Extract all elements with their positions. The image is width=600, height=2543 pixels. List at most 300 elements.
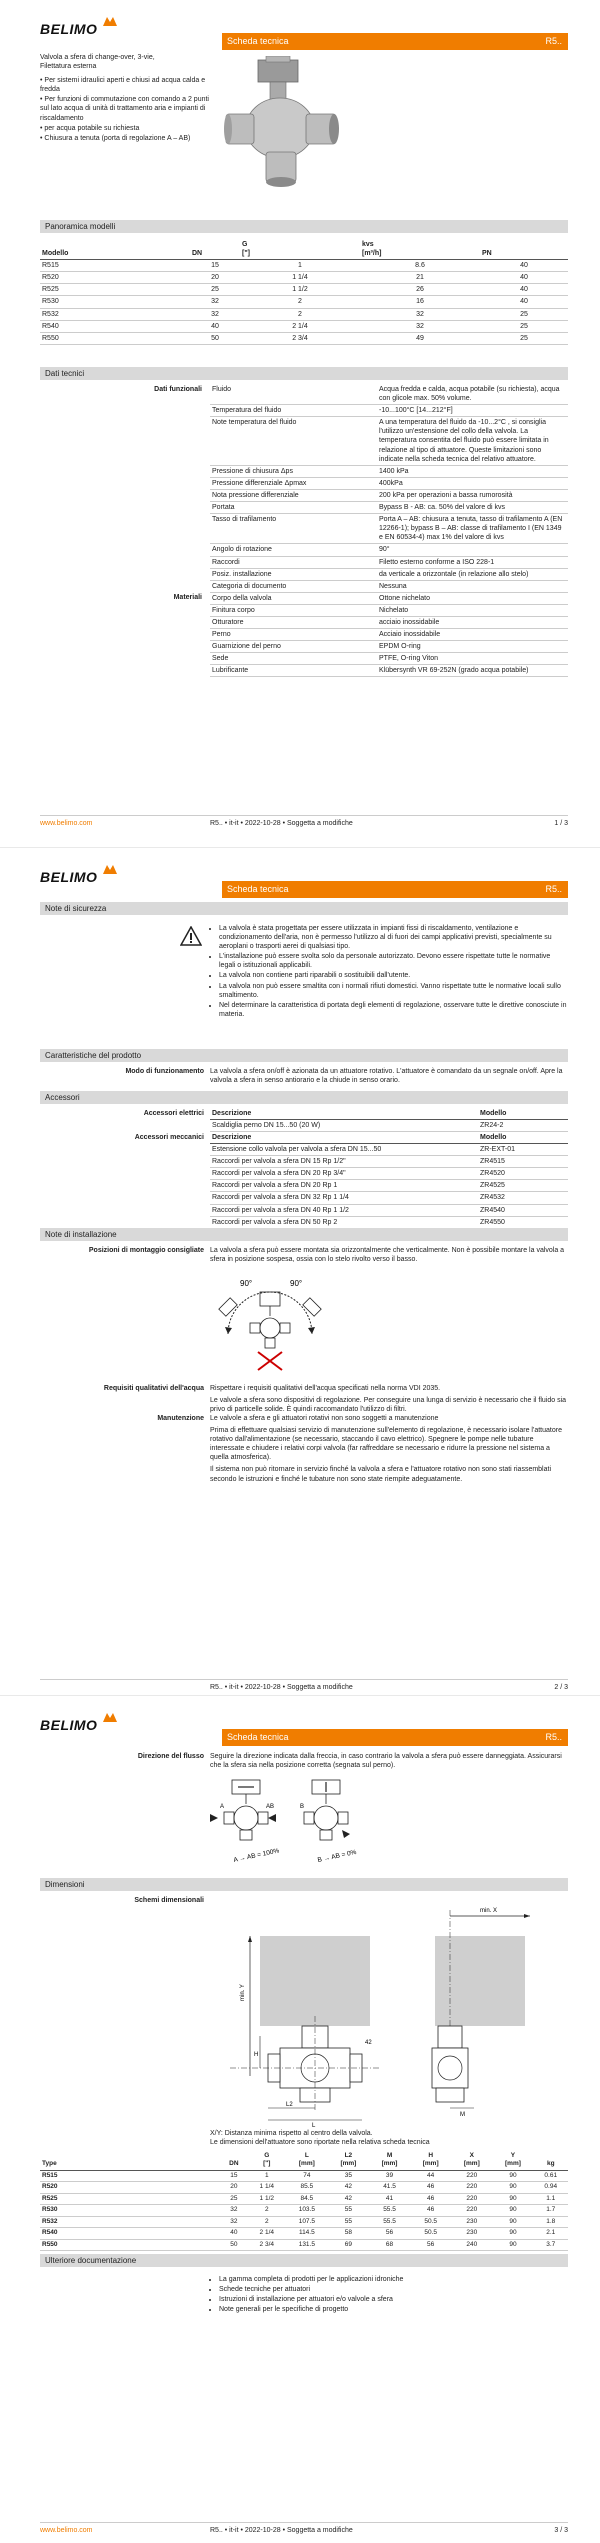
port-ab-label: AB <box>266 1804 275 1810</box>
dimension-cell: 131.5 <box>286 2239 328 2250</box>
mode-label: Modo di funzionamento <box>125 1068 204 1075</box>
tech-row <box>40 465 568 477</box>
dimension-cell: 220 <box>451 2205 492 2216</box>
intro-bullet: • Chiusura a tenuta (porta di regolazione A – AB) <box>40 134 191 142</box>
tech-label: Nota pressione differenziale <box>210 489 377 501</box>
doc-model: R5.. <box>545 36 562 46</box>
doc-model: R5.. <box>545 1732 562 1742</box>
dimension-cell: 90 <box>492 2193 533 2204</box>
flow-caption-1: A → AB = 100% <box>232 1847 280 1864</box>
tech-value: 90° <box>377 544 568 556</box>
electric-accessories-table <box>210 1108 568 1132</box>
doc-item: • La gamma completa di prodotti per le applicazioni idroniche <box>219 2275 568 2284</box>
dimension-cell: 84.5 <box>286 2193 328 2204</box>
dimension-cell: 40 <box>220 2228 248 2239</box>
overview-cell: 25 <box>480 308 568 320</box>
overview-table <box>40 239 568 345</box>
overview-row <box>40 296 568 308</box>
tech-label: Note temperatura del fluido <box>210 417 377 465</box>
accessory-model: ZR4515 <box>478 1156 568 1168</box>
page-3 <box>0 1696 600 2543</box>
th-dn: DN <box>190 239 240 260</box>
intro-bullet: • Per sistemi idraulici aperti e chiusi ad acqua calda e fredda <box>40 77 206 94</box>
safety-item: • La valvola non contiene parti riparabili o sostituibili dall'utente. <box>219 971 568 980</box>
dim-miny-label: min. Y <box>240 1984 246 2001</box>
overview-cell: R515 <box>40 260 190 272</box>
overview-cell: 40 <box>480 272 568 284</box>
page-number: 2 / 3 <box>554 1684 568 1691</box>
dim-l-label: L <box>312 2123 316 2128</box>
tech-row <box>40 641 568 653</box>
tech-label: Posiz. installazione <box>210 568 377 580</box>
tech-label: Tasso di trafilamento <box>210 514 377 544</box>
tech-group-label <box>40 465 210 477</box>
footer <box>40 815 568 827</box>
tech-value: EPDM O-ring <box>377 641 568 653</box>
tech-row <box>40 489 568 501</box>
docs-list <box>210 2275 568 2315</box>
th-desc: Descrizione <box>210 1132 478 1144</box>
belimo-logo: BELIMO <box>40 1717 98 1733</box>
tech-label: Corpo della valvola <box>210 592 377 604</box>
accessory-row <box>210 1204 568 1216</box>
section-tech: Dati tecnici <box>40 367 568 380</box>
accessory-desc: Raccordi per valvola a sfera DN 15 Rp 1/2" <box>210 1156 478 1168</box>
tech-group-label <box>40 665 210 677</box>
tech-label: Fluido <box>210 384 377 405</box>
tech-row <box>40 629 568 641</box>
dimension-cell: 85.5 <box>286 2182 328 2193</box>
dimension-cell: R520 <box>40 2182 220 2193</box>
tech-label: Otturatore <box>210 616 377 628</box>
dimension-cell: 15 <box>220 2170 248 2181</box>
belimo-logo: BELIMO <box>40 869 98 885</box>
overview-cell: 40 <box>480 260 568 272</box>
dimension-cell: 2 3/4 <box>248 2239 286 2250</box>
dimension-row <box>40 2193 568 2204</box>
dimension-row <box>40 2239 568 2250</box>
overview-row <box>40 308 568 320</box>
flow-label: Direzione del flusso <box>137 1753 204 1760</box>
dimension-cell: 220 <box>451 2170 492 2181</box>
accessory-desc: Raccordi per valvola a sfera DN 32 Rp 1 1/4 <box>210 1192 478 1204</box>
dimension-cell: R532 <box>40 2216 220 2227</box>
flow-direction-diagram <box>210 1778 430 1868</box>
th-x: X [mm] <box>451 2151 492 2170</box>
tech-value: Nichelato <box>377 604 568 616</box>
dimension-cell: 46 <box>410 2193 451 2204</box>
overview-cell: R540 <box>40 320 190 332</box>
dimension-cell: 56 <box>369 2228 410 2239</box>
logo-mark-icon <box>103 17 117 26</box>
dimension-cell: 46 <box>410 2182 451 2193</box>
page-number: 3 / 3 <box>554 2527 568 2534</box>
electric-accessories-label: Accessori elettrici <box>143 1110 204 1117</box>
overview-cell: 50 <box>190 332 240 344</box>
intro-line-2: Filettatura esterna <box>40 63 97 71</box>
dimension-cell: R525 <box>40 2193 220 2204</box>
tech-group-label: Materiali <box>173 594 202 602</box>
dimension-cell: 39 <box>369 2170 410 2181</box>
tech-group-label <box>40 641 210 653</box>
accessory-desc: Raccordi per valvola a sfera DN 40 Rp 1 1/2 <box>210 1204 478 1216</box>
tech-group-label <box>40 514 210 544</box>
dim-42-label: 42 <box>365 2040 372 2046</box>
overview-cell: 40 <box>480 296 568 308</box>
footer-info: R5.. • it-it • 2022-10-28 • Soggetta a modifiche <box>210 2527 353 2534</box>
th-model: Modello <box>40 239 190 260</box>
overview-cell: 15 <box>190 260 240 272</box>
dimension-cell: 2.1 <box>534 2228 568 2239</box>
dimension-cell: 90 <box>492 2228 533 2239</box>
dim-m-label: M <box>460 2112 465 2118</box>
tech-value: Acciaio inossidabile <box>377 629 568 641</box>
dimension-row <box>40 2228 568 2239</box>
overview-cell: R520 <box>40 272 190 284</box>
overview-cell: 49 <box>360 332 480 344</box>
overview-cell: 40 <box>480 284 568 296</box>
accessory-row <box>210 1144 568 1156</box>
dimension-cell: 56 <box>410 2239 451 2250</box>
th-pn: PN <box>480 239 568 260</box>
dim-h-label: H <box>254 2052 259 2058</box>
tech-label: Guarnizione del perno <box>210 641 377 653</box>
dimension-row <box>40 2205 568 2216</box>
overview-row <box>40 260 568 272</box>
overview-cell: 16 <box>360 296 480 308</box>
tech-value: Bypass B - AB: ca. 50% del valore di kvs <box>377 502 568 514</box>
section-safety: Note di sicurezza <box>40 902 568 915</box>
dimension-cell: 230 <box>451 2228 492 2239</box>
tech-row <box>40 616 568 628</box>
overview-cell: 8.6 <box>360 260 480 272</box>
th-g: G ["] <box>240 239 360 260</box>
accessory-row <box>210 1168 568 1180</box>
footer <box>40 2522 568 2534</box>
accessory-row <box>210 1192 568 1204</box>
accessory-desc: Raccordi per valvola a sfera DN 50 Rp 2 <box>210 1216 478 1228</box>
dimension-cell: 41.5 <box>369 2182 410 2193</box>
dim-diagram-label: Schemi dimensionali <box>134 1897 204 1904</box>
mount-label: Posizioni di montaggio consigliate <box>88 1247 204 1254</box>
tech-row <box>40 580 568 592</box>
dimension-cell: 50 <box>220 2239 248 2250</box>
angle-label-left: 90° <box>240 1279 253 1288</box>
tech-group-label <box>40 544 210 556</box>
overview-cell: 20 <box>190 272 240 284</box>
dimension-cell: 114.5 <box>286 2228 328 2239</box>
dim-l2-label: L2 <box>286 2102 293 2108</box>
tech-group-label <box>40 477 210 489</box>
th-dn: DN <box>220 2151 248 2170</box>
tech-value: acciaio inossidabile <box>377 616 568 628</box>
accessory-model: ZR4525 <box>478 1180 568 1192</box>
accessory-desc: Raccordi per valvola a sfera DN 20 Rp 3/4" <box>210 1168 478 1180</box>
maintenance-text: Le valvole a sfera e gli attuatori rotativi non sono soggetti a manutenzione Prima di effettuare qualsiasi servizio di manutenzione sull'elemento di regolazione, è necessario isolare l'attuatore rotativo dall'alimentazione (se necessario, staccando il cavo elettrico). Spegnere le pompe nelle tubature interessate e chiudere i relativi corpi valvola (far raffreddare se necessario e ridurre la pressione nel sistema a quella atmosferica). Il sistema non può ritornare in servizio finché la valvola a sfera e l'attuatore rotativo non sono stati riassemblati secondo le istruzioni e finché le tubature non sono state riempite adeguatamente. <box>210 1415 562 1483</box>
tech-value: Porta A – AB: chiusura a tenuta, tasso di trafilamento A (EN 12266-1); bypass B – AB: classe di trafilamento I (EN 1349 e EN 60534-4) max 1% del valore di kvs <box>377 514 568 544</box>
dimension-cell: 2 1/4 <box>248 2228 286 2239</box>
tech-group-label <box>40 580 210 592</box>
dimension-cell: 90 <box>492 2182 533 2193</box>
section-docs: Ulteriore documentazione <box>40 2254 568 2267</box>
overview-cell: 2 <box>240 308 360 320</box>
overview-cell: 2 1/4 <box>240 320 360 332</box>
footer-url[interactable]: www.belimo.com <box>40 820 93 827</box>
valve-product-image <box>222 56 342 191</box>
tech-body <box>40 384 568 677</box>
th-h: H [mm] <box>410 2151 451 2170</box>
tech-row <box>40 477 568 489</box>
angle-label-right: 90° <box>290 1279 303 1288</box>
tech-label: Raccordi <box>210 556 377 568</box>
th-model: Modello <box>478 1108 568 1120</box>
overview-cell: R530 <box>40 296 190 308</box>
dimension-cell: 220 <box>451 2193 492 2204</box>
port-b-label: B <box>300 1804 305 1810</box>
tech-row <box>40 384 568 405</box>
tech-row <box>40 514 568 544</box>
doc-item: • Istruzioni di installazione per attuatori e/o valvole a sfera <box>219 2295 568 2304</box>
accessory-model: ZR4520 <box>478 1168 568 1180</box>
mounting-diagram <box>210 1272 330 1372</box>
th-model: Modello <box>478 1132 568 1144</box>
overview-cell: 25 <box>480 332 568 344</box>
dimension-cell: 32 <box>220 2205 248 2216</box>
section-product: Caratteristiche del prodotto <box>40 1049 568 1062</box>
belimo-logo: BELIMO <box>40 21 98 37</box>
accessory-row <box>210 1120 568 1132</box>
overview-cell: 2 3/4 <box>240 332 360 344</box>
title-bar <box>222 1729 568 1746</box>
tech-group-label <box>40 568 210 580</box>
footer-url[interactable]: www.belimo.com <box>40 2527 93 2534</box>
overview-cell: 1 1/2 <box>240 284 360 296</box>
tech-group-label <box>40 616 210 628</box>
footer-info: R5.. • it-it • 2022-10-28 • Soggetta a modifiche <box>210 820 353 827</box>
dimension-cell: 32 <box>220 2216 248 2227</box>
dimension-cell: 25 <box>220 2193 248 2204</box>
flow-text: Seguire la direzione indicata dalla freccia, in caso contrario la valvola a sfera può essere danneggiata. Assicurarsi che la sfera sia nella posizione corretta (segnata sul perno). <box>210 1753 562 1770</box>
accessory-model: ZR-EXT-01 <box>478 1144 568 1156</box>
dimension-cell: 240 <box>451 2239 492 2250</box>
logo-mark-icon <box>103 865 117 874</box>
intro-line-1: Valvola a sfera di change-over, 3-vie, <box>40 54 155 61</box>
tech-label: Finitura corpo <box>210 604 377 616</box>
doc-model: R5.. <box>545 884 562 894</box>
intro-bullet: • Per funzioni di commutazione con comando a 2 punti sul lato acqua di unità di trattamento aria e impianti di riscaldamento <box>40 96 209 122</box>
overview-cell: R525 <box>40 284 190 296</box>
dim-notes: X/Y: Distanza minima rispetto al centro della valvola. Le dimensioni dell'attuatore sono riportate nella relativa scheda tecnica <box>210 2130 430 2147</box>
page-1 <box>0 0 600 847</box>
tech-value: da verticale a orizzontale (in relazione allo stelo) <box>377 568 568 580</box>
th-kg: kg <box>534 2151 568 2170</box>
section-accessories: Accessori <box>40 1091 568 1104</box>
accessory-row <box>210 1156 568 1168</box>
mechanic-accessories-label: Accessori meccanici <box>134 1134 204 1141</box>
dimension-row <box>40 2216 568 2227</box>
overview-cell: 21 <box>360 272 480 284</box>
mount-text: La valvola a sfera può essere montata sia orizzontalmente che verticalmente. Non è possibile montare la valvola a sfera in posizione sospesa, ossia con lo stelo rivolto verso il basso. <box>210 1247 565 1264</box>
tech-value: PTFE, O-ring Viton <box>377 653 568 665</box>
overview-cell: R550 <box>40 332 190 344</box>
overview-row <box>40 332 568 344</box>
tech-label: Lubrificante <box>210 665 377 677</box>
dimension-cell: 90 <box>492 2239 533 2250</box>
overview-cell: 25 <box>190 284 240 296</box>
dim-minx-label: min. X <box>480 1908 498 1914</box>
dimension-cell: 1 1/2 <box>248 2193 286 2204</box>
dimension-cell: 35 <box>328 2170 369 2181</box>
dimension-cell: 1.8 <box>534 2216 568 2227</box>
tech-value: Klübersynth VR 69-252N (grado acqua potabile) <box>377 665 568 677</box>
dimension-cell: 74 <box>286 2170 328 2181</box>
dimension-cell: 69 <box>328 2239 369 2250</box>
overview-cell: 32 <box>190 296 240 308</box>
tech-value: Ottone nichelato <box>377 592 568 604</box>
tech-value: 1400 kPa <box>377 465 568 477</box>
dimension-cell: 42 <box>328 2182 369 2193</box>
dimension-cell: 230 <box>451 2216 492 2227</box>
logo-mark-icon <box>103 1713 117 1722</box>
tech-row <box>40 544 568 556</box>
water-label: Requisiti qualitativi dell'acqua <box>103 1385 204 1392</box>
dimension-cell: 107.5 <box>286 2216 328 2227</box>
tech-value: Filetto esterno conforme a ISO 228-1 <box>377 556 568 568</box>
accessory-desc: Raccordi per valvola a sfera DN 20 Rp 1 <box>210 1180 478 1192</box>
overview-row <box>40 284 568 296</box>
tech-group-label <box>40 417 210 465</box>
tech-label: Temperatura del fluido <box>210 405 377 417</box>
section-overview: Panoramica modelli <box>40 220 568 233</box>
dimension-row <box>40 2182 568 2193</box>
dimension-cell: 1.1 <box>534 2193 568 2204</box>
th-l: L [mm] <box>286 2151 328 2170</box>
tech-group-label <box>40 489 210 501</box>
overview-row <box>40 320 568 332</box>
dimension-cell: 1 1/4 <box>248 2182 286 2193</box>
tech-value: -10...100°C [14...212°F] <box>377 405 568 417</box>
safety-item: • La valvola è stata progettata per essere utilizzata in impianti fissi di riscaldamento, ventilazione e condizionamento dell'aria, non è permesso l'utilizzo al di fuori dei campi applicativi previsti, specialmente su aeroplani o trasporti aerei di qualsiasi tipo. <box>219 924 568 951</box>
mechanic-body <box>210 1144 568 1229</box>
tech-value: Nessuna <box>377 580 568 592</box>
overview-cell: 2 <box>240 296 360 308</box>
accessory-row <box>210 1180 568 1192</box>
tech-label: Pressione di chiusura Δps <box>210 465 377 477</box>
tech-group-label: Dati funzionali <box>154 386 202 393</box>
overview-body <box>40 260 568 345</box>
tech-value: Acqua fredda e calda, acqua potabile (su richiesta), acqua con glicole max. 50% volume. <box>377 384 568 405</box>
overview-cell: 25 <box>480 320 568 332</box>
safety-item: • L'installazione può essere svolta solo da personale autorizzato. Devono essere rispettate tutte le normative legali o istituzionali applicabili. <box>219 952 568 970</box>
overview-cell: 1 <box>240 260 360 272</box>
dimension-cell: 50.5 <box>410 2216 451 2227</box>
flow-caption-2: B → AB = 0% <box>316 1848 358 1864</box>
dimension-cell: 46 <box>410 2205 451 2216</box>
accessory-model: ZR4532 <box>478 1192 568 1204</box>
maintenance-label: Manutenzione <box>157 1415 204 1422</box>
tech-row <box>40 502 568 514</box>
overview-cell: 32 <box>190 308 240 320</box>
port-a-label: A <box>220 1804 225 1810</box>
page-number: 1 / 3 <box>554 820 568 827</box>
accessory-model: ZR4550 <box>478 1216 568 1228</box>
dimension-cell: 20 <box>220 2182 248 2193</box>
dimension-cell: 103.5 <box>286 2205 328 2216</box>
accessory-desc: Estensione collo valvola per valvola a sfera DN 15...50 <box>210 1144 478 1156</box>
dimension-cell: 44 <box>410 2170 451 2181</box>
dimension-body <box>40 2170 568 2250</box>
tech-label: Pressione differenziale Δpmax <box>210 477 377 489</box>
tech-value: 200 kPa per operazioni a bassa rumorosità <box>377 489 568 501</box>
overview-cell: R532 <box>40 308 190 320</box>
doc-title: Scheda tecnica <box>227 36 289 46</box>
dimension-cell: R515 <box>40 2170 220 2181</box>
tech-row <box>40 665 568 677</box>
th-desc: Descrizione <box>210 1108 478 1120</box>
dimension-cell: 2 <box>248 2216 286 2227</box>
dimension-cell: R530 <box>40 2205 220 2216</box>
tech-group-label <box>40 629 210 641</box>
tech-value: 400kPa <box>377 477 568 489</box>
doc-title: Scheda tecnica <box>227 884 289 894</box>
accessory-desc: Scaldiglia perno DN 15...50 (20 W) <box>210 1120 478 1132</box>
section-install: Note di installazione <box>40 1228 568 1241</box>
dimension-table <box>40 2151 568 2251</box>
footer <box>40 1679 568 1691</box>
overview-cell: 32 <box>360 320 480 332</box>
intro-bullet: • per acqua potabile su richiesta <box>40 124 140 132</box>
overview-row <box>40 272 568 284</box>
overview-cell: 40 <box>190 320 240 332</box>
title-bar <box>222 33 568 50</box>
title-bar <box>222 881 568 898</box>
overview-cell: 26 <box>360 284 480 296</box>
tech-table <box>40 384 568 677</box>
doc-item: • Schede tecniche per attuatori <box>219 2285 568 2294</box>
doc-title: Scheda tecnica <box>227 1732 289 1742</box>
mode-text: La valvola a sfera on/off è azionata da un attuatore rotativo. L'attuatore è comandato da un segnale on/off. Apre la valvola a sfera in senso antiorario e la chiude in senso orario. <box>210 1068 563 1085</box>
tech-group-label <box>40 405 210 417</box>
tech-row <box>40 568 568 580</box>
tech-row <box>40 653 568 665</box>
dimension-cell: 42 <box>328 2193 369 2204</box>
tech-row <box>40 592 568 604</box>
safety-item: • La valvola non può essere smaltita con i normali rifiuti domestici. Vanno rispettate tutte le normative locali sullo smaltimento. <box>219 982 568 1000</box>
overview-cell: 32 <box>360 308 480 320</box>
dimension-cell: 55.5 <box>369 2205 410 2216</box>
tech-group-label <box>40 556 210 568</box>
overview-cell: 1 1/4 <box>240 272 360 284</box>
dimension-cell: R540 <box>40 2228 220 2239</box>
tech-label: Angolo di rotazione <box>210 544 377 556</box>
tech-value: A una temperatura del fluido da -10...2°C , si consiglia l'utilizzo un'estensione del collo della valvola. La temperatura consentita del fluido può essere limitata in relazione al tipo di attuatore. Queste limitazioni sono indicate nella scheda tecnica del relativo attuatore. <box>377 417 568 465</box>
dimension-cell: 68 <box>369 2239 410 2250</box>
dimension-cell: 55.5 <box>369 2216 410 2227</box>
dimension-cell: 0.94 <box>534 2182 568 2193</box>
dimension-cell: 0.61 <box>534 2170 568 2181</box>
accessory-model: ZR24-2 <box>478 1120 568 1132</box>
dimension-cell: R550 <box>40 2239 220 2250</box>
dimension-cell: 220 <box>451 2182 492 2193</box>
warning-icon <box>180 926 202 946</box>
th-kvs: kvs [m³/h] <box>360 239 480 260</box>
tech-row <box>40 405 568 417</box>
th-m: M [mm] <box>369 2151 410 2170</box>
dimension-cell: 90 <box>492 2170 533 2181</box>
accessory-model: ZR4540 <box>478 1204 568 1216</box>
dimension-cell: 55 <box>328 2216 369 2227</box>
page-2 <box>0 848 600 1695</box>
